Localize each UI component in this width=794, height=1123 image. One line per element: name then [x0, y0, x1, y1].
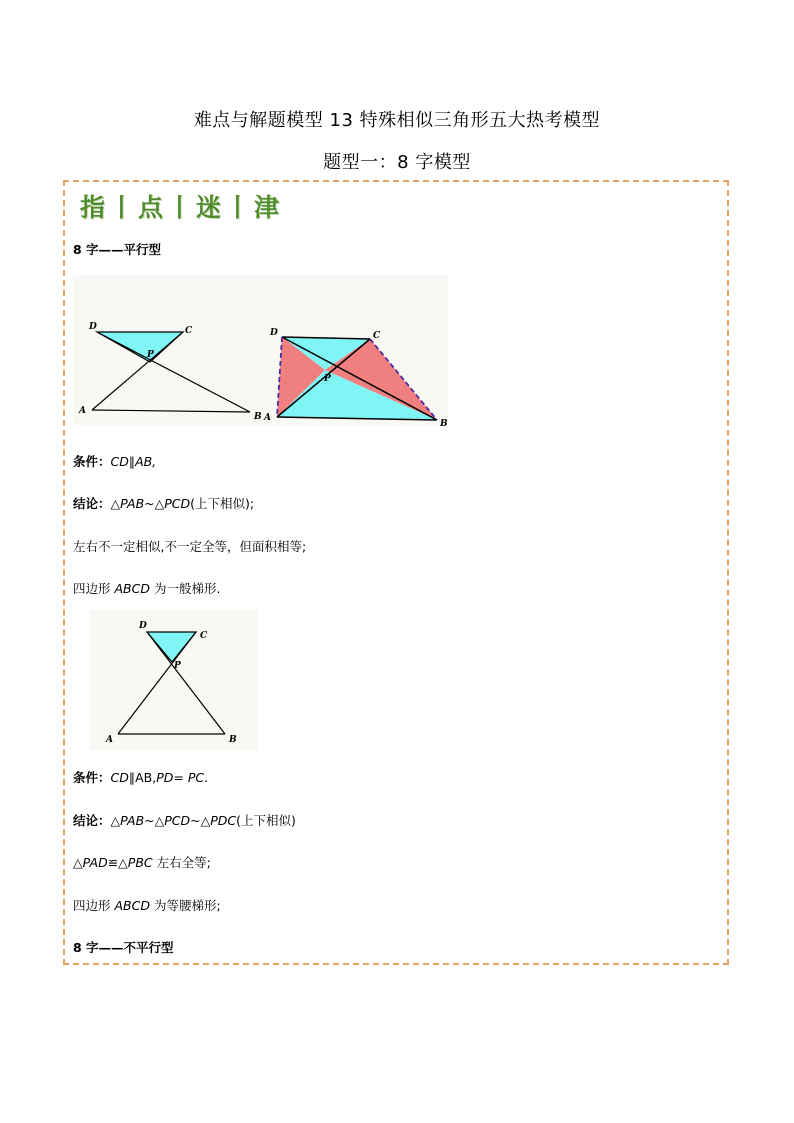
- label-d-left: D: [89, 322, 97, 332]
- conclusion-2: [73, 811, 296, 829]
- label-c-left: C: [185, 326, 193, 336]
- condition-2: [73, 768, 208, 786]
- label-c-fig2: C: [200, 631, 208, 641]
- note-isosceles-trapezoid: [73, 896, 221, 914]
- condition-1-math: CD∥AB,: [110, 454, 157, 469]
- line-db-left: [97, 332, 250, 412]
- figure-parallel-8: [73, 275, 453, 430]
- line-ca-fig2: [118, 632, 196, 734]
- label-p-right: P: [324, 374, 331, 384]
- label-d-fig2: D: [139, 621, 147, 631]
- condition-2-math-cd: CD: [110, 770, 129, 785]
- line-db-fig2: [147, 632, 225, 734]
- note-trapezoid-post: 为一般梯形.: [149, 581, 221, 596]
- note-congruent: [73, 853, 211, 871]
- conclusion-1-math: △PAB~△PCD: [110, 496, 191, 511]
- label-p-fig2: P: [174, 661, 181, 671]
- section1-heading: 8 字——平行型: [73, 242, 162, 257]
- document-title: 难点与解题模型 13 特殊相似三角形五大热考模型: [193, 110, 601, 131]
- label-d-right: D: [270, 328, 278, 338]
- conclusion-2-label: 结论：: [73, 813, 111, 828]
- label-b-left: B: [254, 412, 262, 422]
- label-a-left: A: [79, 406, 86, 416]
- condition-2-math-pd: PD= PC: [156, 770, 205, 785]
- figure-isosceles-8: [90, 610, 270, 755]
- conclusion-1-note: (上下相似);: [190, 496, 255, 511]
- condition-1: [73, 452, 156, 470]
- label-p-left: P: [147, 350, 154, 360]
- triangle-pcd-fig2: [147, 632, 196, 662]
- conclusion-2-math: △PAB~△PCD~△PDC: [110, 813, 237, 828]
- conclusion-2-note: (上下相似): [236, 813, 296, 828]
- note-iso-post: 为等腰梯形;: [149, 898, 221, 913]
- label-a-fig2: A: [106, 735, 113, 745]
- label-b-fig2: B: [229, 735, 237, 745]
- tips-banner: 指丨点丨迷丨津: [80, 193, 284, 222]
- label-a-right: A: [264, 413, 271, 423]
- condition-1-label: 条件：: [73, 454, 111, 469]
- note-iso-pre: 四边形: [73, 898, 115, 913]
- conclusion-1: [73, 494, 254, 512]
- condition-2-plain: ∥AB,: [128, 770, 157, 785]
- tips-box: [63, 180, 729, 965]
- label-b-right: B: [440, 419, 448, 429]
- note-congruent-post: 左右全等;: [152, 855, 211, 870]
- label-c-right: C: [373, 331, 381, 341]
- triangle-pcd-left: [97, 332, 183, 362]
- note-trapezoid-math: ABCD: [114, 581, 150, 596]
- note-trapezoid-pre: 四边形: [73, 581, 115, 596]
- line-ab-left: [92, 410, 250, 412]
- note-iso-math: ABCD: [114, 898, 150, 913]
- note-congruent-math: △PAD≌△PBC: [73, 855, 153, 870]
- section2-heading: 8 字——不平行型: [73, 940, 174, 955]
- condition-2-label: 条件：: [73, 770, 111, 785]
- note-trapezoid: [73, 579, 220, 597]
- section-subtitle: 题型一：8 字模型: [323, 152, 471, 173]
- conclusion-1-label: 结论：: [73, 496, 111, 511]
- note-area-equal: 左右不一定相似,不一定全等，但面积相等;: [73, 539, 307, 554]
- condition-2-end: .: [204, 770, 209, 785]
